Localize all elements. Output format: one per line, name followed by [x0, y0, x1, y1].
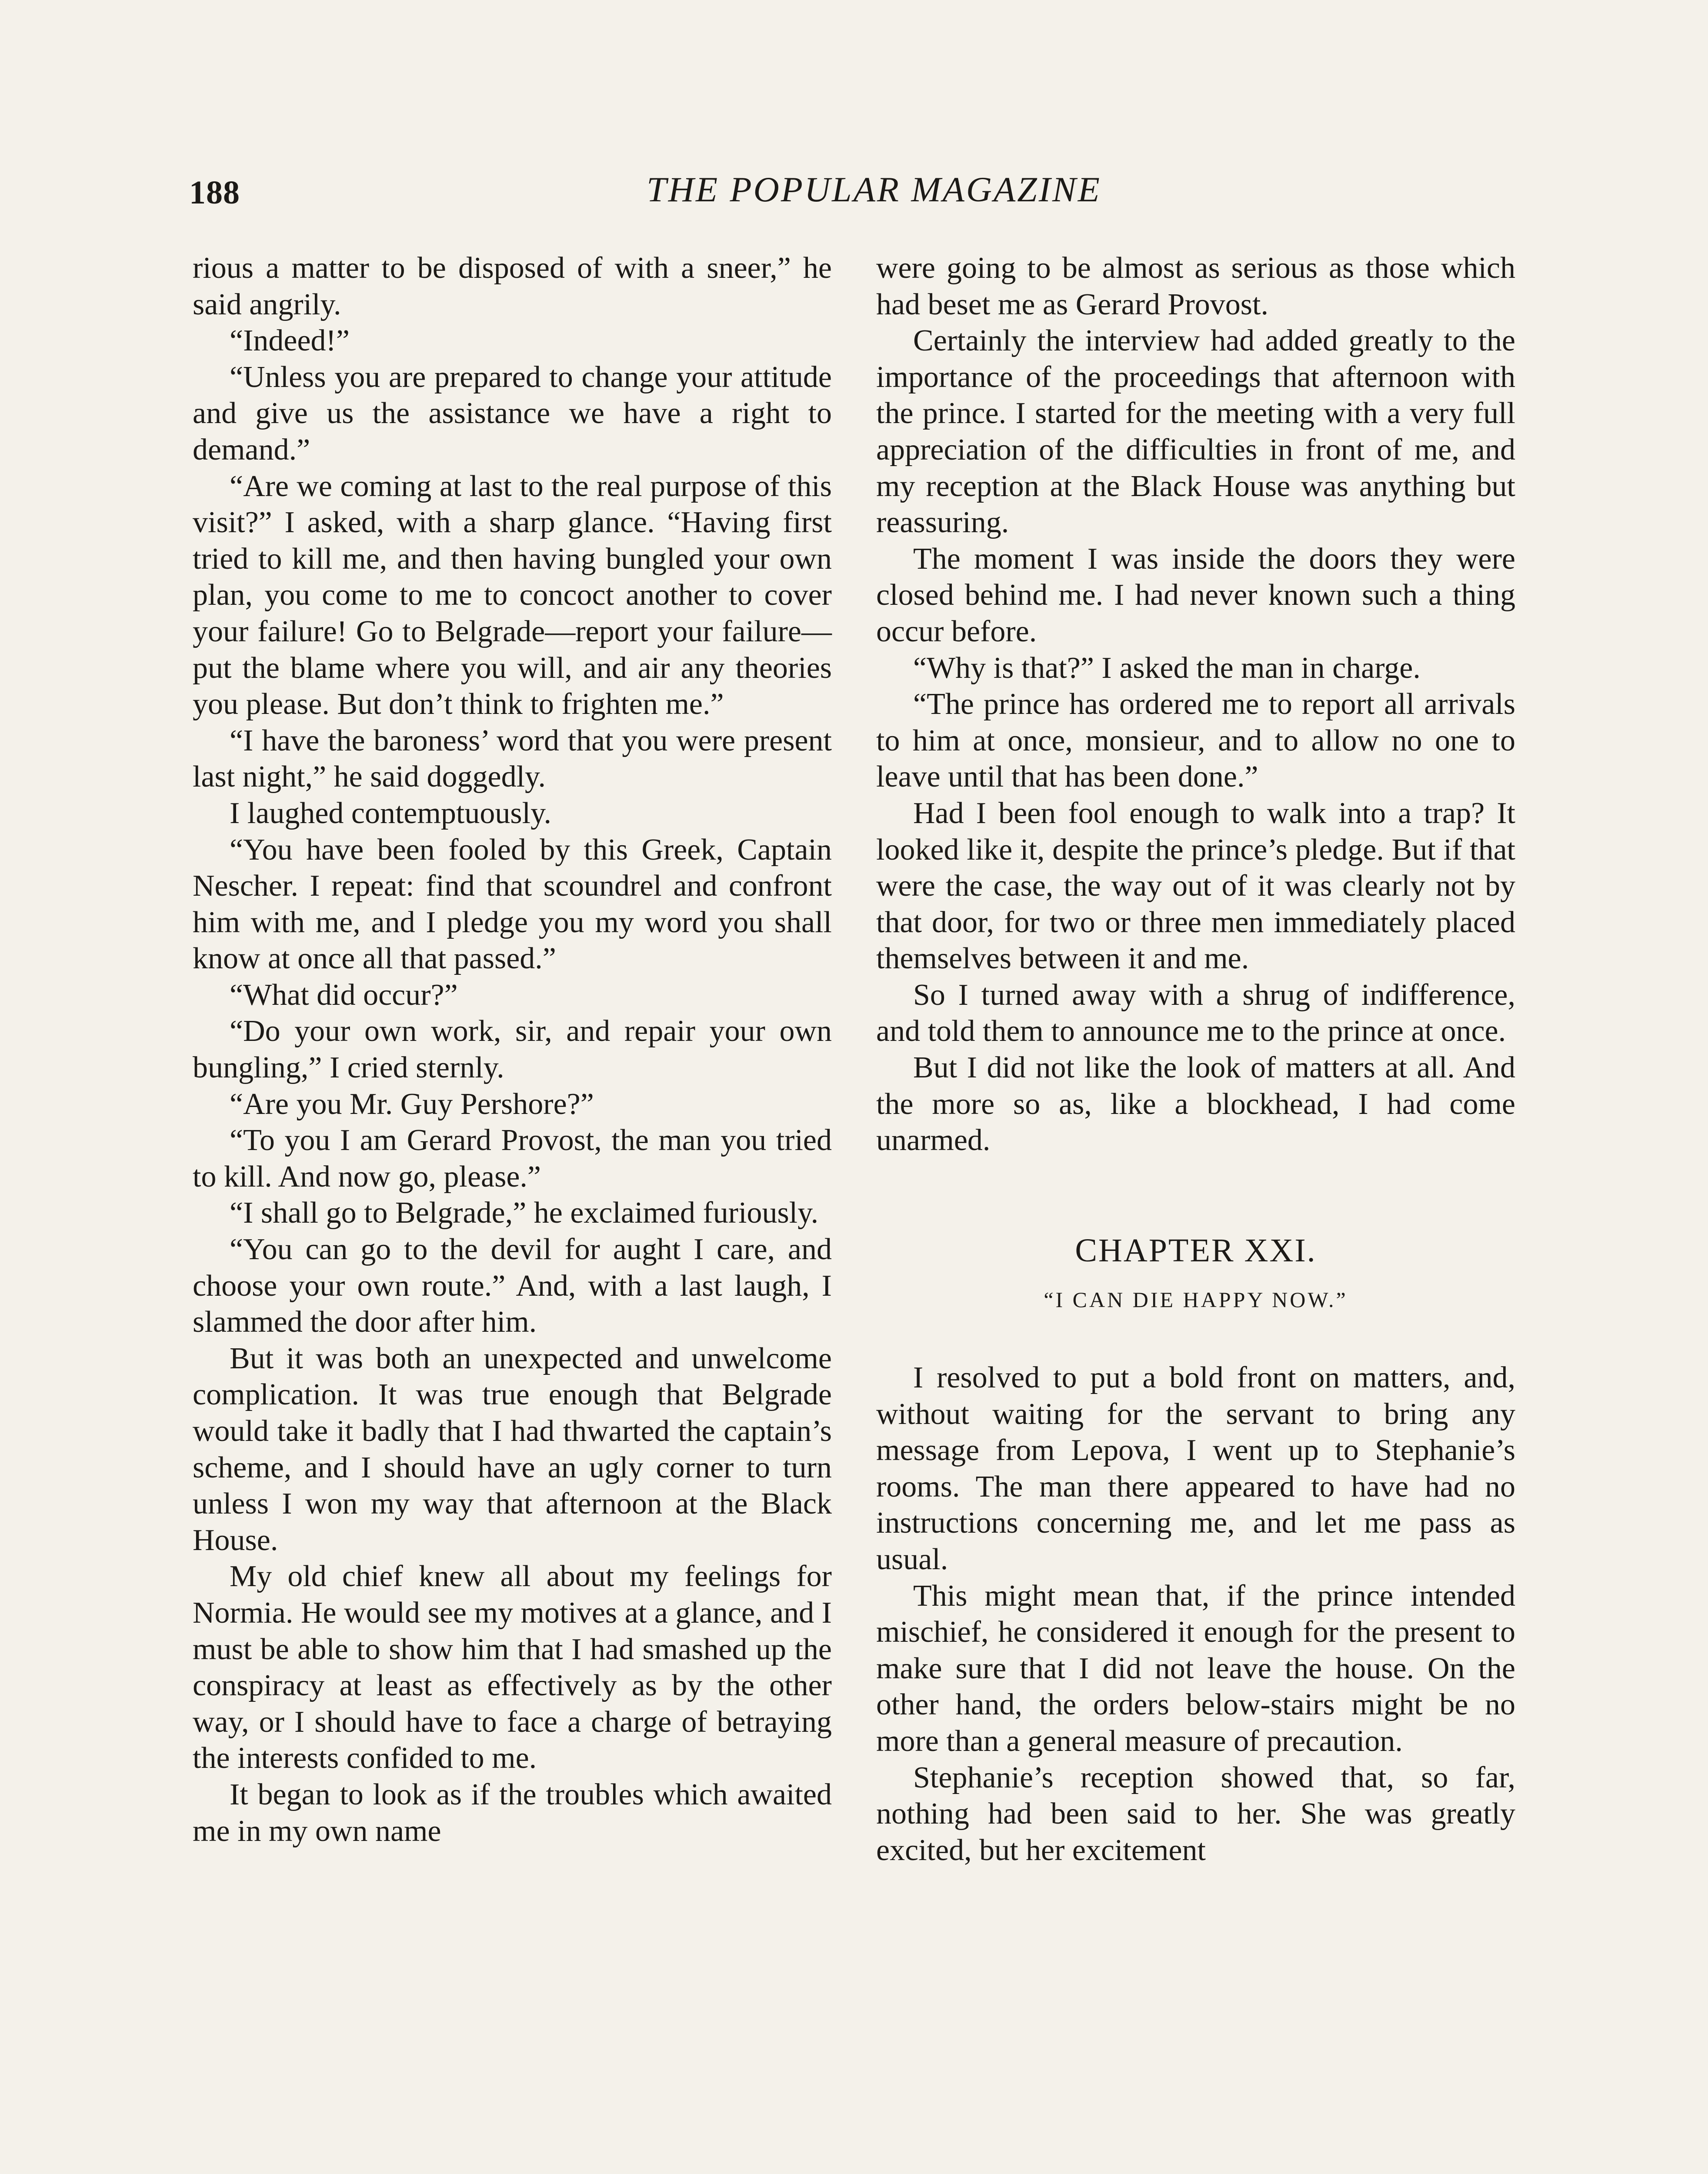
paragraph: It began to look as if the troubles which awaited me in my own name [193, 1777, 832, 1848]
paragraph: Had I been fool enough to walk into a trap? It looked like it, despite the prince’s pledge. But if that were the case, the way out of it was clearly not by that door, for two or three men immediately placed themselves between it and me. [876, 796, 1515, 976]
paragraph: I laughed contemptuously. [230, 796, 552, 830]
paragraph: I resolved to put a bold front on matters, and, without waiting for the servant to bring any message from Lepova, I went up to Stephanie’s rooms. The man there appeared to have had no instructions concerning me, and let me pass as usual. [876, 1361, 1515, 1576]
page-number: 188 [189, 174, 240, 211]
paragraph: “Are you Mr. Guy Pershore?” [230, 1087, 594, 1121]
paragraph: “Why is that?” I asked the man in charge. [913, 651, 1421, 685]
paragraph: The moment I was inside the doors they were closed behind me. I had never known such a thing occur before. [876, 542, 1515, 648]
paragraph: So I turned away with a shrug of indifference, and told them to announce me to the prince at once. [876, 978, 1515, 1048]
chapter-subtitle: “I CAN DIE HAPPY NOW.” [1044, 1287, 1348, 1312]
paragraph: “Do your own work, sir, and repair your own bungling,” I cried sternly. [193, 1014, 832, 1085]
paragraph: “You have been fooled by this Greek, Captain Nescher. I repeat: find that scoundrel and confront him with me, and I pledge you my word you shall know at once all that passed.” [193, 833, 832, 976]
paragraph: Stephanie’s reception showed that, so far, nothing had been said to her. She was greatly excited, but her excitement [876, 1761, 1515, 1867]
paragraph: This might mean that, if the prince intended mischief, he considered it enough for the present to make sure that I did not leave the house. On the other hand, the orders below-stairs might be no more than a general measure of precaution. [876, 1579, 1515, 1758]
paragraph: rious a matter to be disposed of with a sneer,” he said angrily. [193, 251, 832, 321]
paragraph: “What did occur?” [230, 978, 458, 1012]
paragraph: “Are we coming at last to the real purpose of this visit?” I asked, with a sharp glance. “Having first tried to kill me, and then having bungled your own plan, you come to me to concoct another to cover your failure! Go to Belgrade—report your failure—put the blame where you will, and air any theories you please. But don’t think to frighten me.” [193, 469, 832, 721]
paragraph: But it was both an unexpected and unwelcome complication. It was true enough that Belgrade would take it badly that I had thwarted the captain’s scheme, and I should have an ugly corner to turn unless I won my way that afternoon at the Black House. [193, 1341, 832, 1557]
paragraph: Certainly the interview had added greatly to the importance of the proceedings that afternoon with the prince. I started for the meeting with a very full appreciation of the difficulties in front of me, and my reception at the Black House was anything but reassuring. [876, 324, 1515, 540]
paragraph: “You can go to the devil for aught I care, and choose your own route.” And, with a last laugh, I slammed the door after him. [193, 1233, 832, 1339]
chapter-title: CHAPTER XXI. [1075, 1232, 1317, 1269]
paragraph: “To you I am Gerard Provost, the man you tried to kill. And now go, please.” [193, 1124, 832, 1194]
paragraph: “I have the baroness’ word that you were present last night,” he said doggedly. [193, 724, 832, 794]
paragraph: “Unless you are prepared to change your attitude and give us the assistance we have a right to demand.” [193, 360, 832, 467]
paragraph: “I shall go to Belgrade,” he exclaimed furiously. [230, 1196, 819, 1230]
paragraph: were going to be almost as serious as those which had beset me as Gerard Provost. [876, 251, 1515, 321]
right-column [876, 250, 1515, 1868]
paragraph: “Indeed!” [230, 324, 350, 358]
left-column [193, 250, 832, 1849]
paragraph: But I did not like the look of matters at all. And the more so as, like a blockhead, I had come unarmed. [876, 1051, 1515, 1157]
paragraph: My old chief knew all about my feelings for Normia. He would see my motives at a glance, and I must be able to show him that I had smashed up the conspiracy at least as effectively as by the other way, or I should have to face a charge of betraying the interests confided to me. [193, 1560, 832, 1775]
running-head: THE POPULAR MAGAZINE [647, 170, 1101, 209]
paragraph: “The prince has ordered me to report all arrivals to him at once, monsieur, and to allow no one to leave until that has been done.” [876, 687, 1515, 794]
